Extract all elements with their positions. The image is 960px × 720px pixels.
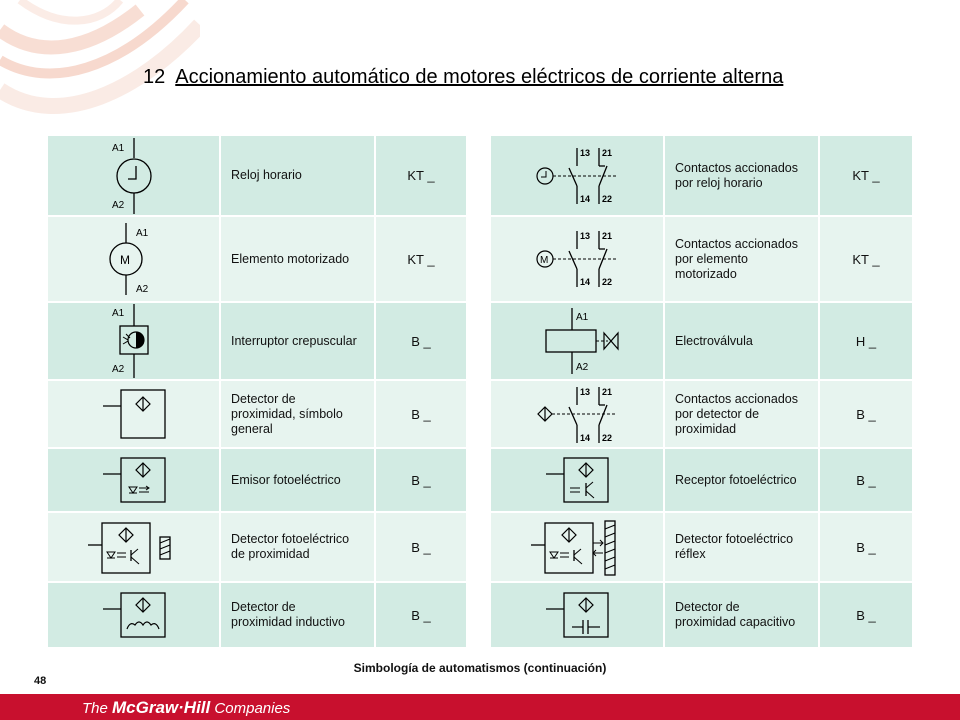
desc-line: general: [231, 421, 273, 436]
photo-reflex-symbol: [529, 517, 625, 577]
footer-bar: [0, 694, 960, 720]
terminal-label: 13: [580, 387, 591, 397]
desc-line: proximidad, símbolo: [231, 406, 343, 421]
terminal-label: 13: [580, 147, 591, 158]
desc-line: Interruptor crepuscular: [231, 333, 357, 348]
terminal-label: 13: [580, 231, 591, 241]
code-cell: B _: [819, 380, 913, 448]
code-cell: B _: [819, 448, 913, 512]
table-row: [491, 512, 913, 582]
symbol-table-right: [491, 136, 914, 649]
code-cell: KT _: [819, 216, 913, 302]
symbol-cell: [48, 512, 220, 582]
desc-line: Detector fotoeléctrico: [675, 532, 794, 546]
description-cell: [664, 582, 819, 648]
desc-line: por detector de: [675, 406, 760, 421]
figure-caption: Simbología de automatismos (continuación): [353, 661, 607, 675]
desc-line: Contactos accionados: [675, 160, 798, 175]
table-row: [491, 216, 913, 302]
logo-suffix: Companies: [210, 700, 291, 717]
capacitive-symbol: [542, 587, 612, 643]
desc-line: Contactos accionados: [675, 236, 798, 251]
page-number: 48: [34, 675, 47, 687]
description-cell: [664, 302, 819, 380]
photo-emitter-symbol: [99, 452, 169, 508]
code-cell: KT _: [375, 216, 467, 302]
code-cell: KT _: [375, 136, 467, 216]
desc-line: Elemento motorizado: [231, 251, 350, 266]
photo-proximity-symbol: [86, 517, 182, 577]
motor-letter: M: [540, 255, 549, 266]
symbol-cell: [491, 448, 664, 512]
page-title: [143, 66, 783, 89]
table-row: [491, 448, 913, 512]
symbol-cell: [48, 302, 220, 380]
desc-line: proximidad inductivo: [231, 615, 345, 629]
description-cell: [220, 302, 375, 380]
terminal-label: A1: [135, 228, 148, 239]
terminal-label: A2: [111, 199, 124, 211]
terminal-label: 22: [602, 193, 613, 204]
symbol-cell: [491, 512, 664, 582]
terminal-label: A1: [111, 142, 124, 154]
publisher-logo: [82, 698, 290, 718]
description-cell: [664, 512, 819, 582]
desc-line: motorizado: [675, 266, 737, 281]
symbol-cell: [48, 216, 220, 302]
terminal-label: A2: [135, 284, 148, 295]
symbol-cell: [48, 380, 220, 448]
terminal-label: 21: [602, 387, 613, 397]
terminal-label: 14: [580, 433, 591, 443]
table-row: [48, 136, 467, 216]
code-cell: B _: [375, 512, 467, 582]
terminal-label: A2: [111, 364, 124, 375]
desc-line: Electroválvula: [675, 333, 753, 348]
desc-line: Detector de: [231, 600, 296, 614]
description-cell: [220, 380, 375, 448]
code-cell: H _: [819, 302, 913, 380]
table-row: [48, 448, 467, 512]
symbol-cell: [491, 582, 664, 648]
title-text: Accionamiento automático de motores eléctricos de corriente alterna: [175, 66, 784, 88]
terminal-label: 14: [580, 277, 591, 287]
inductive-symbol: [99, 587, 169, 643]
desc-line: Detector fotoeléctrico: [231, 532, 350, 546]
terminal-label: A1: [576, 312, 589, 323]
code-cell: KT _: [819, 136, 913, 216]
terminal-label: 14: [580, 193, 591, 204]
code-cell: B _: [375, 380, 467, 448]
desc-line: Contactos accionados: [675, 391, 798, 406]
desc-line: Detector de: [675, 600, 740, 614]
code-cell: B _: [819, 582, 913, 648]
symbol-cell: [491, 380, 664, 448]
desc-line: proximidad: [675, 421, 737, 436]
table-row: [48, 380, 467, 448]
desc-line: Reloj horario: [231, 168, 302, 182]
motor-coil-symbol: [104, 219, 164, 299]
desc-line: Detector de: [231, 391, 296, 406]
table-row: [491, 136, 913, 216]
solenoid-valve-symbol: [532, 306, 622, 376]
twilight-switch-symbol: [104, 304, 164, 378]
motor-contacts-symbol: [527, 227, 627, 291]
desc-line: Receptor fotoeléctrico: [675, 472, 797, 487]
table-row: [48, 512, 467, 582]
proximity-general-symbol: [99, 386, 169, 442]
title-number: 12: [143, 66, 166, 88]
table-row: [48, 302, 467, 380]
terminal-label: 22: [602, 433, 613, 443]
table-row: [491, 582, 913, 648]
desc-line: réflex: [675, 547, 706, 561]
code-cell: B _: [375, 448, 467, 512]
desc-line: por reloj horario: [675, 175, 763, 190]
description-cell: [220, 512, 375, 582]
description-cell: [664, 380, 819, 448]
terminal-label: A2: [576, 362, 589, 373]
code-cell: B _: [819, 512, 913, 582]
table-row: [491, 302, 913, 380]
table-row: [48, 216, 467, 302]
terminal-label: 21: [602, 231, 613, 241]
code-cell: B _: [375, 302, 467, 380]
table-row: [491, 380, 913, 448]
desc-line: por elemento: [675, 251, 748, 266]
description-cell: [220, 448, 375, 512]
symbol-cell: [48, 448, 220, 512]
description-cell: [664, 448, 819, 512]
clock-contacts-symbol: [527, 144, 627, 208]
terminal-label: 22: [602, 277, 613, 287]
desc-line: proximidad capacitivo: [675, 615, 796, 629]
symbol-cell: [491, 216, 664, 302]
desc-line: de proximidad: [231, 547, 310, 561]
symbol-cell: [48, 582, 220, 648]
description-cell: [220, 582, 375, 648]
photo-receiver-symbol: [542, 452, 612, 508]
symbol-cell: [48, 136, 220, 216]
description-cell: [664, 216, 819, 302]
terminal-label: A1: [111, 308, 124, 319]
description-cell: [664, 136, 819, 216]
proximity-contacts-symbol: [527, 383, 627, 445]
symbol-table-left: [48, 136, 468, 649]
description-cell: [220, 136, 375, 216]
clock-coil-symbol: [104, 138, 164, 214]
logo-brand: McGraw·Hill: [112, 698, 211, 717]
table-row: [48, 582, 467, 648]
description-cell: [220, 216, 375, 302]
terminal-label: 21: [602, 147, 613, 158]
logo-prefix: The: [82, 700, 113, 717]
symbol-cell: [491, 136, 664, 216]
motor-letter: M: [119, 253, 130, 267]
symbol-cell: [491, 302, 664, 380]
code-cell: B _: [375, 582, 467, 648]
desc-line: Emisor fotoeléctrico: [231, 472, 341, 487]
